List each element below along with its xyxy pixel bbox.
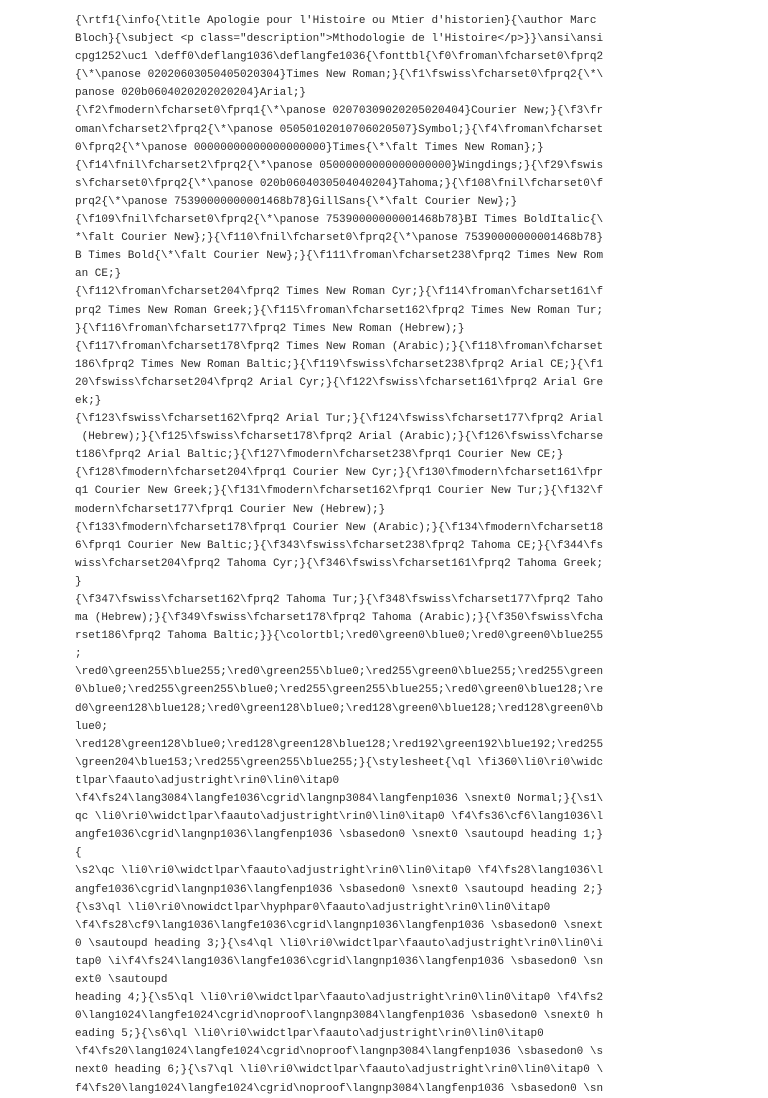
text-line: 0 \sautoupd heading 3;}{\s4\ql \li0\ri0\widctlpar\faauto\adjustright\rin0\lin0\i	[75, 937, 604, 950]
text-line: angfe1036\cgrid\langnp1036\langfenp1036 \sbasedon0 \snext0 \sautoupd heading 1;}	[75, 829, 604, 842]
text-line: panose 020b0604020202020204}Arial;}	[75, 87, 307, 100]
text-line: 186\fprq2 Times New Roman Baltic;}{\f119\fswiss\fcharset238\fprq2 Arial CE;}{\f1	[75, 358, 604, 371]
text-line: ext0 \sautoupd	[75, 973, 168, 986]
text-line: \f4\fs28\cf9\lang1036\langfe1036\cgrid\langnp1036\langfenp1036 \sbasedon0 \snext	[75, 919, 604, 932]
text-line: f4\fs20\lang1024\langfe1024\cgrid\noproof\langnp3084\langfenp1036 \sbasedon0 \sn	[75, 1082, 604, 1095]
text-line: {\*\panose 02020603050405020304}Times New Roman;}{\f1\fswiss\fcharset0\fprq2{\*\	[75, 69, 604, 82]
text-line: ;	[75, 648, 82, 661]
text-line: prq2 Times New Roman Greek;}{\f115\froman\fcharset162\fprq2 Times New Roman Tur;	[75, 304, 604, 317]
text-line: {\f2\fmodern\fcharset0\fprq1{\*\panose 02070309020205020404}Courier New;}{\f3\fr	[75, 105, 604, 118]
text-line: 0\lang1024\langfe1024\cgrid\noproof\langnp3084\langfenp1036 \sbasedon0 \snext0 h	[75, 1010, 604, 1023]
text-line: eading 5;}{\s6\ql \li0\ri0\widctlpar\faauto\adjustright\rin0\lin0\itap0	[75, 1028, 544, 1041]
text-line: wiss\fcharset204\fprq2 Tahoma Cyr;}{\f346\fswiss\fcharset161\fprq2 Tahoma Greek;	[75, 557, 604, 570]
text-line: {\f117\froman\fcharset178\fprq2 Times New Roman (Arabic);}{\f118\froman\fcharset	[75, 340, 604, 353]
text-line: (Hebrew);}{\f125\fswiss\fcharset178\fprq2 Arial (Arabic);}{\f126\fswiss\fcharse	[75, 431, 604, 444]
text-line: 20\fswiss\fcharset204\fprq2 Arial Cyr;}{\f122\fswiss\fcharset161\fprq2 Arial Gre	[75, 376, 604, 389]
text-line: prq2{\*\panose 75390000000001468b78}GillSans{\*\falt Courier New};}	[75, 195, 518, 208]
text-line: qc \li0\ri0\widctlpar\faauto\adjustright\rin0\lin0\itap0 \f4\fs36\cf6\lang1036\l	[75, 811, 604, 824]
text-line: 6\fprq1 Courier New Baltic;}{\f343\fswiss\fcharset238\fprq2 Tahoma CE;}{\f344\fs	[75, 539, 604, 552]
text-line: tap0 \i\f4\fs24\lang1036\langfe1036\cgrid\langnp1036\langfenp1036 \sbasedon0 \sn	[75, 955, 604, 968]
text-line: lue0;	[75, 720, 109, 733]
text-line: q1 Courier New Greek;}{\f131\fmodern\fcharset162\fprq1 Courier New Tur;}{\f132\f	[75, 485, 604, 498]
text-line: \red128\green128\blue0;\red128\green128\blue128;\red192\green192\blue192;\red255	[75, 738, 604, 751]
text-line: B Times Bold{\*\falt Courier New};}{\f111\froman\fcharset238\fprq2 Times New Rom	[75, 250, 604, 263]
text-line: tlpar\faauto\adjustright\rin0\lin0\itap0	[75, 774, 340, 787]
text-line: ek;}	[75, 394, 102, 407]
text-line: modern\fcharset177\fprq1 Courier New (Hebrew);}	[75, 503, 386, 516]
text-line: {\f14\fnil\fcharset2\fprq2{\*\panose 05000000000000000000}Wingdings;}{\f29\fswis	[75, 159, 604, 172]
text-line: {\f133\fmodern\fcharset178\fprq1 Courier New (Arabic);}{\f134\fmodern\fcharset18	[75, 521, 604, 534]
text-line: cpg1252\uc1 \deff0\deflang1036\deflangfe1036{\fonttbl{\f0\froman\fcharset0\fprq2	[75, 51, 604, 64]
text-line: ma (Hebrew);}{\f349\fswiss\fcharset178\fprq2 Tahoma (Arabic);}{\f350\fswiss\fcha	[75, 612, 604, 625]
text-line: {\s3\ql \li0\ri0\nowidctlpar\hyphpar0\faauto\adjustright\rin0\lin0\itap0	[75, 901, 551, 914]
text-line: {\f128\fmodern\fcharset204\fprq1 Courier New Cyr;}{\f130\fmodern\fcharset161\fpr	[75, 467, 604, 480]
text-line: d0\green128\blue128;\red0\green128\blue0;\red128\green0\blue128;\red128\green0\b	[75, 702, 604, 715]
text-line: \f4\fs20\lang1024\langfe1024\cgrid\noproof\langnp3084\langfenp1036 \sbasedon0 \s	[75, 1046, 604, 1059]
text-line: {\f347\fswiss\fcharset162\fprq2 Tahoma Tur;}{\f348\fswiss\fcharset177\fprq2 Taho	[75, 594, 604, 606]
text-line: rset186\fprq2 Tahoma Baltic;}}{\colortbl;\red0\green0\blue0;\red0\green0\blue255	[75, 630, 604, 643]
rtf-source-text	[75, 12, 675, 1098]
text-line: angfe1036\cgrid\langnp1036\langfenp1036 \sbasedon0 \snext0 \sautoupd heading 2;}	[75, 883, 604, 896]
text-line: {\f109\fnil\fcharset0\fprq2{\*\panose 75390000000001468b78}BI Times BoldItalic{\	[75, 214, 604, 227]
text-line: \green204\blue153;\red255\green255\blue255;}{\stylesheet{\ql \fi360\li0\ri0\widc	[75, 756, 604, 769]
text-line: heading 4;}{\s5\ql \li0\ri0\widctlpar\faauto\adjustright\rin0\lin0\itap0 \f4\fs2	[75, 992, 604, 1005]
text-line: \red0\green255\blue255;\red0\green255\blue0;\red255\green0\blue255;\red255\green	[75, 666, 604, 679]
text-line: t186\fprq2 Arial Baltic;}{\f127\fmodern\fcharset238\fprq1 Courier New CE;}	[75, 449, 564, 462]
text-line: }{\f116\froman\fcharset177\fprq2 Times New Roman (Hebrew);}	[75, 322, 465, 335]
text-line: \f4\fs24\lang3084\langfe1036\cgrid\langnp3084\langfenp1036 \snext0 Normal;}{\s1\	[75, 793, 604, 806]
text-line: {\rtf1{\info{\title Apologie pour l'Histoire ou Mtier d'historien}{\author Marc	[75, 15, 597, 27]
text-line: {\f123\fswiss\fcharset162\fprq2 Arial Tur;}{\f124\fswiss\fcharset177\fprq2 Arial	[75, 413, 604, 426]
text-line: s\fcharset0\fprq2{\*\panose 020b0604030504040204}Tahoma;}{\f108\fnil\fcharset0\f	[75, 177, 604, 190]
text-line: oman\fcharset2\fprq2{\*\panose 05050102010706020507}Symbol;}{\f4\froman\fcharset	[75, 123, 604, 136]
text-line: }	[75, 575, 82, 588]
text-line: 0\fprq2{\*\panose 00000000000000000000}Times{\*\falt Times New Roman};}	[75, 141, 544, 154]
text-line: {\f112\froman\fcharset204\fprq2 Times New Roman Cyr;}{\f114\froman\fcharset161\f	[75, 286, 604, 299]
text-line: an CE;}	[75, 268, 122, 281]
text-line: Bloch}{\subject <p class="description">Mthodologie de l'Histoire</p>}}\ansi\ansi	[75, 33, 604, 46]
text-line: next0 heading 6;}{\s7\ql \li0\ri0\widctlpar\faauto\adjustright\rin0\lin0\itap0 \	[75, 1064, 604, 1077]
text-line: *\falt Courier New};}{\f110\fnil\fcharset0\fprq2{\*\panose 75390000000001468b78}	[75, 232, 604, 245]
text-line: {	[75, 847, 82, 860]
text-line: 0\blue0;\red255\green255\blue0;\red255\green255\blue255;\red0\green0\blue128;\re	[75, 684, 604, 697]
text-line: \s2\qc \li0\ri0\widctlpar\faauto\adjustright\rin0\lin0\itap0 \f4\fs28\lang1036\l	[75, 865, 604, 878]
